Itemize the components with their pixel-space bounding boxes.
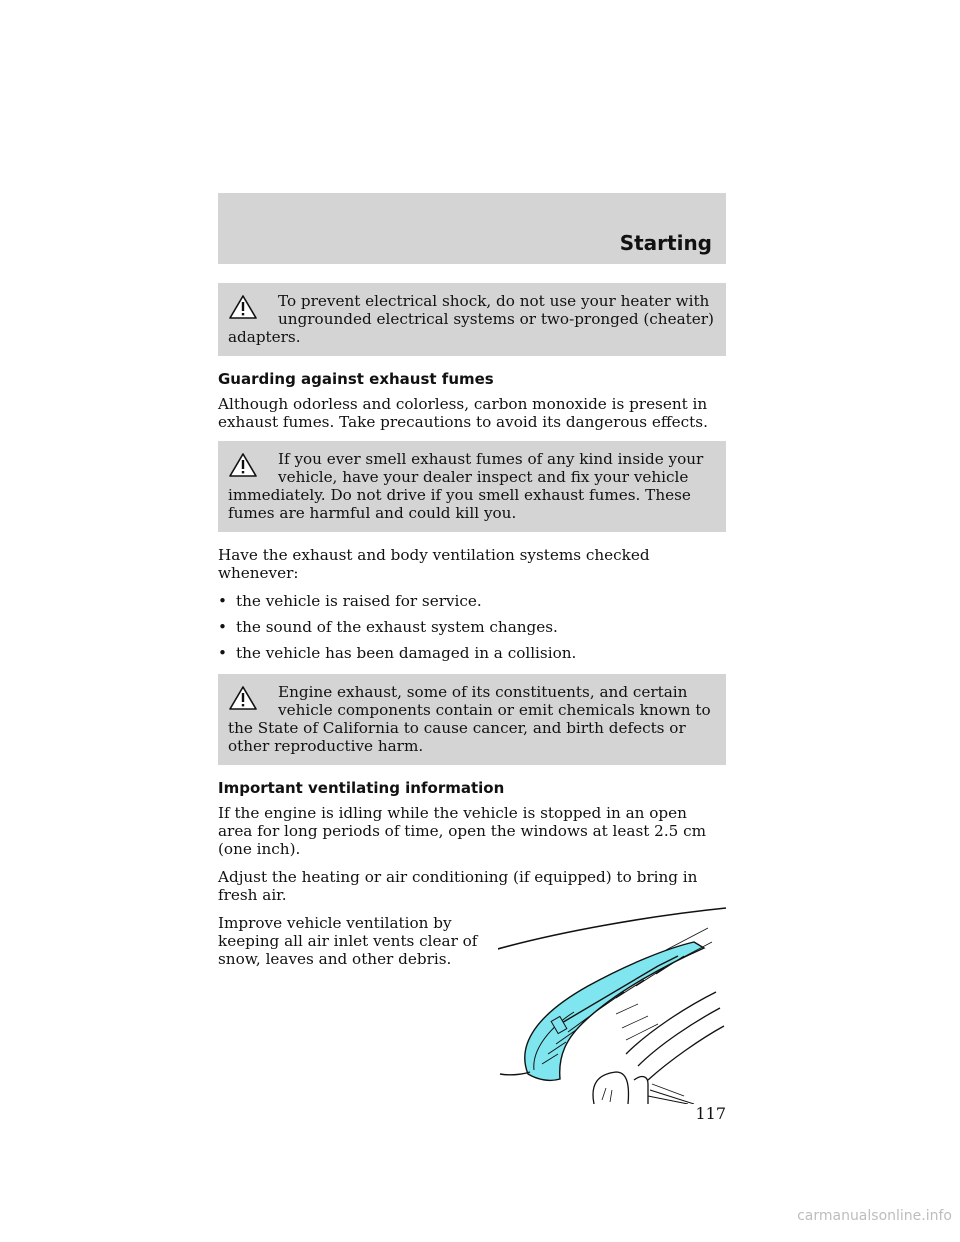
warning-text: If you ever smell exhaust fumes of any kind inside your vehicle, have your dealer inspect and fix your vehicle immediately. Do not drive if you smell exhaust fumes. These fumes are harmful and could kill you.: [228, 450, 704, 522]
heading-ventilating-info: Important ventilating information: [218, 779, 505, 797]
warning-triangle-icon: [228, 452, 258, 478]
paragraph-carbon-monoxide: Although odorless and colorless, carbon monoxide is present in exhaust fumes. Take precautions to avoid its dangerous effects.: [218, 395, 708, 431]
paragraph-idling: If the engine is idling while the vehicle is stopped in an open area for long periods of time, open the windows at least 2.5 cm (one inch).: [218, 804, 707, 858]
checklist-intro: Have the exhaust and body ventilation systems checked whenever:: [218, 546, 650, 582]
watermark-text: carmanualsonline.info: [797, 1208, 952, 1224]
page-number: 117: [695, 1104, 726, 1123]
warning-box-exhaust-smell: [218, 441, 726, 532]
warning-triangle-icon: [228, 685, 258, 711]
bullet-icon: •: [218, 618, 227, 636]
page-content: [218, 283, 726, 1114]
heading-exhaust-fumes: Guarding against exhaust fumes: [218, 370, 494, 388]
paragraph-fresh-air: Adjust the heating or air conditioning (if equipped) to bring in fresh air.: [218, 868, 698, 904]
checklist: [218, 592, 726, 662]
bullet-icon: •: [218, 644, 227, 662]
bullet-icon: •: [218, 592, 227, 610]
section-header-band: [218, 193, 726, 264]
list-item: • the vehicle is raised for service.: [218, 592, 482, 610]
warning-text: Engine exhaust, some of its constituents, and certain vehicle components contain or emit chemicals known to the State of California to cause cancer, and birth defects or other reproductive harm.: [228, 683, 711, 755]
air-inlet-vent-illustration: [498, 904, 728, 1104]
vent-section: [218, 914, 726, 1114]
vent-highlight: [525, 942, 704, 1080]
warning-text: To prevent electrical shock, do not use your heater with ungrounded electrical systems or two-pronged (cheater) adapters.: [228, 292, 714, 346]
list-item: • the vehicle has been damaged in a collision.: [218, 644, 577, 662]
paragraph-inlet-vents: Improve vehicle ventilation by keeping all air inlet vents clear of snow, leaves and other debris.: [218, 914, 478, 968]
warning-box-electrical: [218, 283, 726, 356]
warning-triangle-icon: [228, 294, 258, 320]
warning-box-california: [218, 674, 726, 765]
list-item: • the sound of the exhaust system changes.: [218, 618, 558, 636]
section-title: Starting: [619, 231, 712, 255]
